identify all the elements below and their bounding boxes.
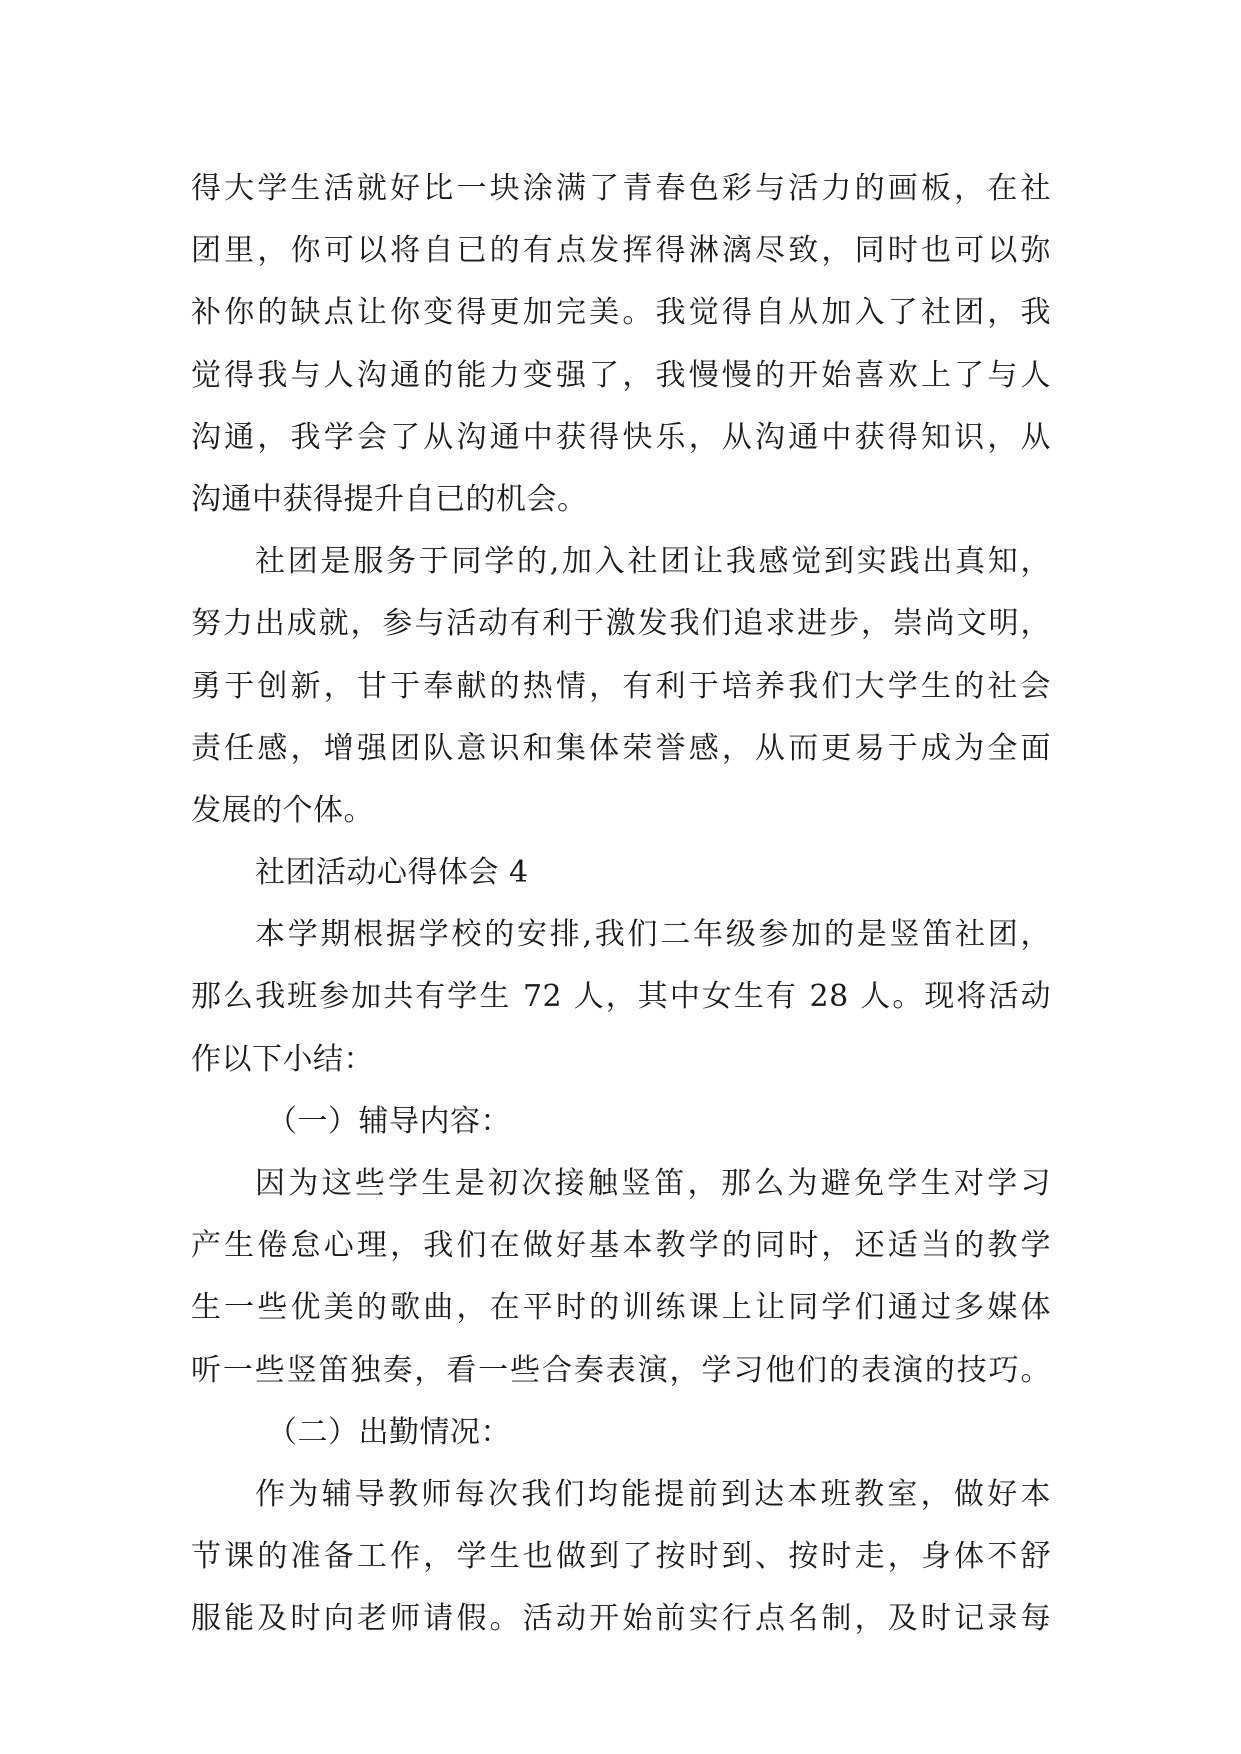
paragraph-line: 得大学生活就好比一块涂满了青春色彩与活力的画板，在社 bbox=[191, 171, 1051, 206]
paragraph-line: 听一些竖笛独奏，看一些合奏表演，学习他们的表演的技巧。 bbox=[191, 1352, 1051, 1388]
paragraph-line: 勇于创新，甘于奉献的热情，有利于培养我们大学生的社会 bbox=[191, 668, 1051, 704]
paragraph-line: 补你的缺点让你变得更加完美。我觉得自从加入了社团，我 bbox=[191, 295, 1051, 331]
paragraph-line: 觉得我与人沟通的能力变强了，我慢慢的开始喜欢上了与人 bbox=[191, 357, 1051, 393]
paragraph-line: 社团是服务于同学的,加入社团让我感觉到实践出真知， bbox=[255, 544, 1051, 580]
paragraph-line: 沟通，我学会了从沟通中获得快乐，从沟通中获得知识，从 bbox=[191, 419, 1051, 455]
paragraph-line: 作以下小结： bbox=[191, 1041, 374, 1077]
paragraph-line: 生一些优美的歌曲，在平时的训练课上让同学们通过多媒体 bbox=[191, 1290, 1051, 1326]
paragraph-line: 发展的个体。 bbox=[191, 792, 374, 828]
paragraph-line: 团里，你可以将自已的有点发挥得淋漓尽致，同时也可以弥 bbox=[191, 233, 1051, 269]
subsection-heading: （二）出勤情况： bbox=[267, 1414, 511, 1450]
section-heading: 社团活动心得体会 4 bbox=[255, 855, 529, 891]
paragraph-line: 本学期根据学校的安排,我们二年级参加的是竖笛社团， bbox=[255, 917, 1051, 953]
paragraph-line: 作为辅导教师每次我们均能提前到达本班教室，做好本 bbox=[255, 1476, 1051, 1512]
paragraph-line: 努力出成就，参与活动有利于激发我们追求进步，崇尚文明， bbox=[191, 606, 1051, 642]
subsection-heading: （一）辅导内容： bbox=[267, 1103, 511, 1139]
paragraph-line: 责任感，增强团队意识和集体荣誉感，从而更易于成为全面 bbox=[191, 730, 1051, 766]
paragraph-line: 因为这些学生是初次接触竖笛，那么为避免学生对学习 bbox=[255, 1166, 1051, 1201]
document-body bbox=[191, 158, 1051, 1651]
paragraph-line: 产生倦怠心理，我们在做好基本教学的同时，还适当的教学 bbox=[191, 1228, 1051, 1264]
paragraph-line: 那么我班参加共有学生 72 人，其中女生有 28 人。现将活动 bbox=[191, 979, 1051, 1015]
paragraph-line: 节课的准备工作，学生也做到了按时到、按时走，身体不舒 bbox=[191, 1539, 1051, 1575]
paragraph-line: 服能及时向老师请假。活动开始前实行点名制，及时记录每 bbox=[191, 1601, 1051, 1637]
paragraph-line: 沟通中获得提升自已的机会。 bbox=[191, 481, 588, 517]
